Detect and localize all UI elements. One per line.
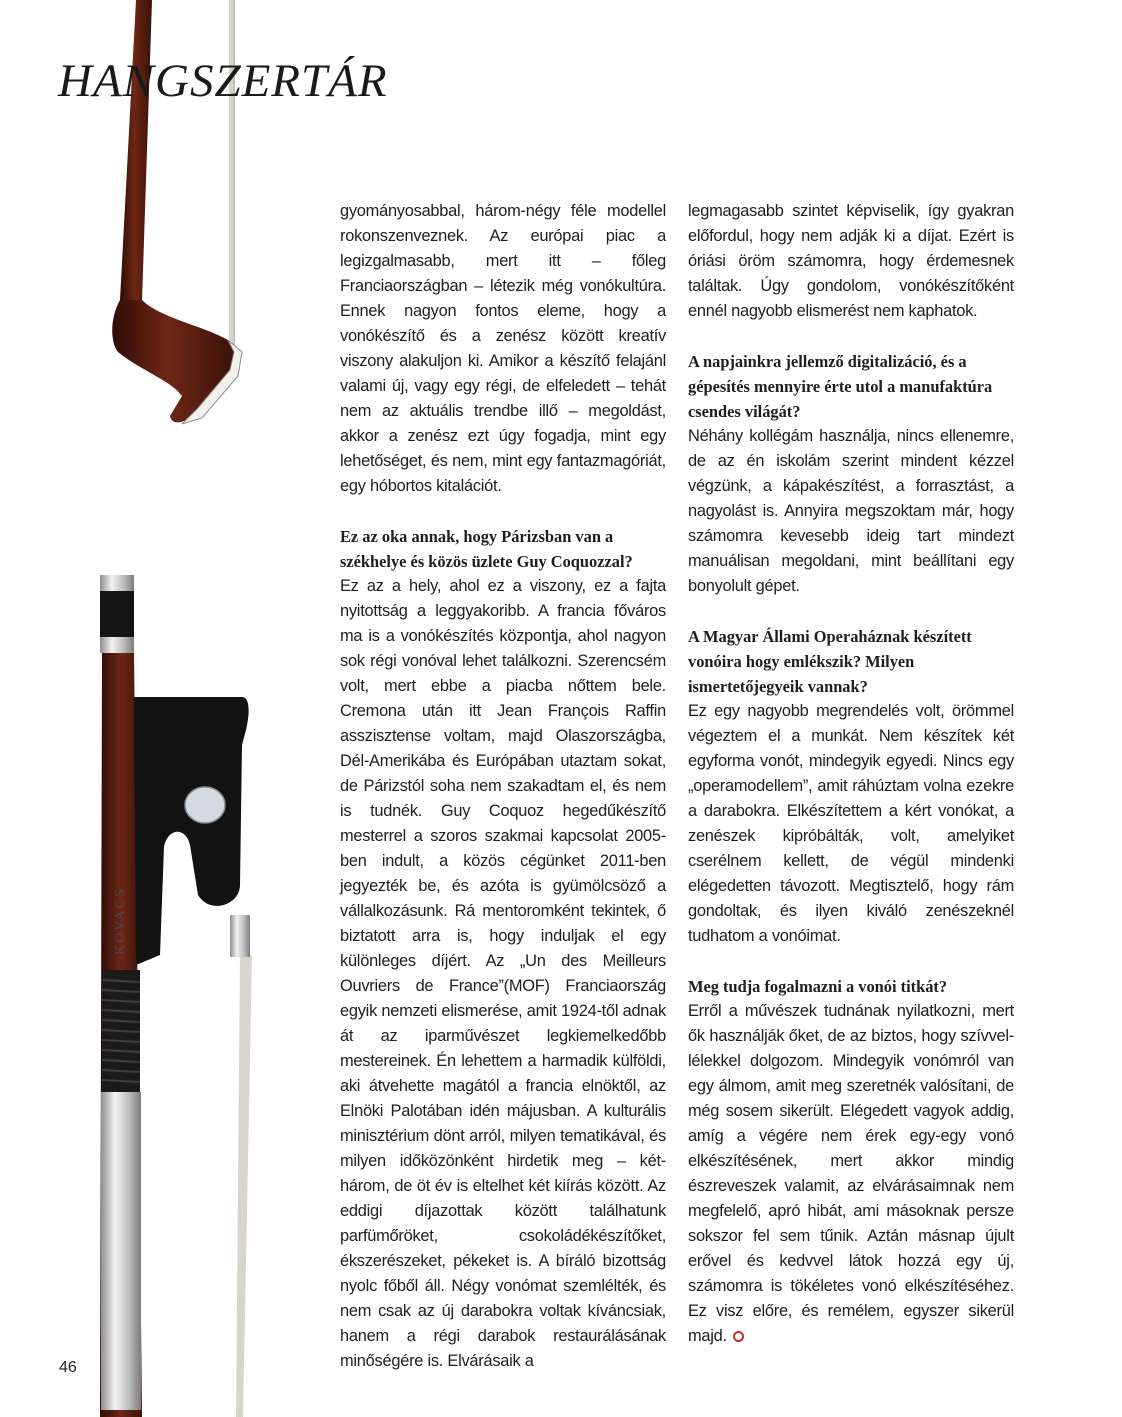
bow-frog-image <box>90 565 280 1417</box>
interview-question: Meg tudja fogalmazni a vonói titkát? <box>688 977 948 996</box>
article-column-left <box>340 199 666 1374</box>
interview-answer: Néhány kollégám használja, nincs ellenemre, de az én iskolám szerint mindent kézzel végzünk, a kápakészítést, a forrasztást, a nagyolást is. Annyira megszoktam már, hogy számomra kevesebb ideig tart mindezt manuálisan megoldani, mint beállítani egy bonyolult gépet. <box>688 427 1014 595</box>
interview-answer: Ez az a hely, ahol ez a viszony, ez a fajta nyitottság a leggyakoribb. A francia főváros ma is a vonókészítés központja, ahol nagyon sok régi vonóval lehet találkozni. Szerencsém volt, mert ebbe a piacba nőttem bele. Cremona után itt Jean François Raffin asszisztense voltam, majd Olaszországba, Dél-Amerikába és Európában utaztam sokat, de Párizstól soha nem szakadtam el, és nem is tudnék. Guy Coquoz hegedűkészítő mesterrel a szoros szakmai kapcsolat 2005-ben indult, a közös cégünket 2011-ben jegyezték be, és azóta is gyümölcsöző a vállalkozásunk. Rá mentoromként tekintek, ő biztatott arra is, hogy induljak el egy különleges díjért. Az „Un des Meilleurs Ouvriers de France”(MOF) Franciaország egyik nemzeti elismerése, amit 1924-től adnak át az iparművészet legkiemelkedőbb mestereinek. Én lehettem a harmadik külföldi, aki átvehette magától a francia elnöktől, az Elnöki Palotában idén májusban. A kulturális minisztérium dönt arról, milyen tematikával, és milyen időközönként hirdetik meg – két-három, de öt év is eltelhet két kiírás között. Az eddigi díjazottak között találhatunk parfümőröket, csokoládékészítőket, ékszerészeket, pékeket is. A bíráló bizottság nyolc főből áll. Négy vonómat szemlélték, és nem csak az új darabokra voltak kíváncsiak, hanem a régi darabok restaurálásának minőségére is. Elvárásaik a <box>340 577 666 1370</box>
interview-question: A Magyar Állami Operaháznak készített vonóira hogy emlékszik? Milyen ismertetőjegyeik vannak? <box>688 627 972 696</box>
interview-answer-final <box>688 999 1014 1349</box>
paragraph: legmagasabb szintet képviselik, így gyakran előfordul, hogy nem adják ki a díjat. Ezért is óriási öröm számomra, hogy érdemesnek találtak. Úgy gondolom, vonókészítőként ennél nagyobb elismerést nem kaphatok. <box>688 202 1014 320</box>
interview-question: A napjainkra jellemző digitalizáció, és a gépesítés mennyire érte utol a manufaktúra csendes világát? <box>688 352 993 421</box>
page-number: 46 <box>59 1359 77 1376</box>
final-answer-text: Erről a művészek tudnának nyilatkozni, mert ők használják őket, de az biztos, hogy szívvel-lélekkel dolgozom. Mindegyik vonómról van egy álmom, amit meg szeretnék valósítani, de még sosem sikerült. Elégedett vagyok addig, amíg a végére nem érek egy-egy vonó elkészítésének, mert akkor mindig észreveszek valamit, az elvárásaimnak nem megfelelő, apró hibát, ami másoknak persze sokszor fel sem tűnik. Aztán másnap újult erővel és kedvvel látok hozzá egy új, számomra is tökéletes vonó elkészítéséhez. Ez visz előre, és remélem, egyszer sikerül majd. <box>688 1002 1014 1345</box>
bow-stamp-text: KOVACS <box>113 887 128 955</box>
end-of-article-icon <box>733 1331 744 1342</box>
article-column-right <box>688 199 1014 1349</box>
interview-answer: Ez egy nagyobb megrendelés volt, örömmel végeztem el a munkát. Nem készítek két egyforma vonót, mindegyik egyedi. Nincs egy „operamodellem”, amit ráhúztam volna ezekre a darabokra. Elkészítettem a kért vonókat, a zenészek kipróbálták, volt, amelyiket cserélnem kellett, de végül mindenki elégedetten távozott. Megtisztelő, hogy rám gondoltak, és ilyen kiváló zenészeknél tudhatom a vonóimat. <box>688 702 1014 945</box>
interview-question: Ez az oka annak, hogy Párizsban van a székhelye és közös üzlete Guy Coquozzal? <box>340 527 633 571</box>
paragraph: gyományosabbal, három-négy féle modellel rokonszenveznek. Az európai piac a legizgalmasabb, mert itt – főleg Franciaországban – létezik még vonókultúra. Ennek nagyon fontos eleme, hogy a vonókészítő és a zenész között kreatív viszony alakuljon ki. Amikor a készítő felajánl valami új, vagy egy régi, de elfeledett – tehát nem az aktuális trendbe illő – megoldást, akkor a zenész ezt úgy fogadja, mint egy lehetőséget, és nem, mint egy fantazmagóriát, egy hóbortos kitalációt. <box>340 202 666 495</box>
section-title: HANGSZERTÁR <box>58 55 388 107</box>
